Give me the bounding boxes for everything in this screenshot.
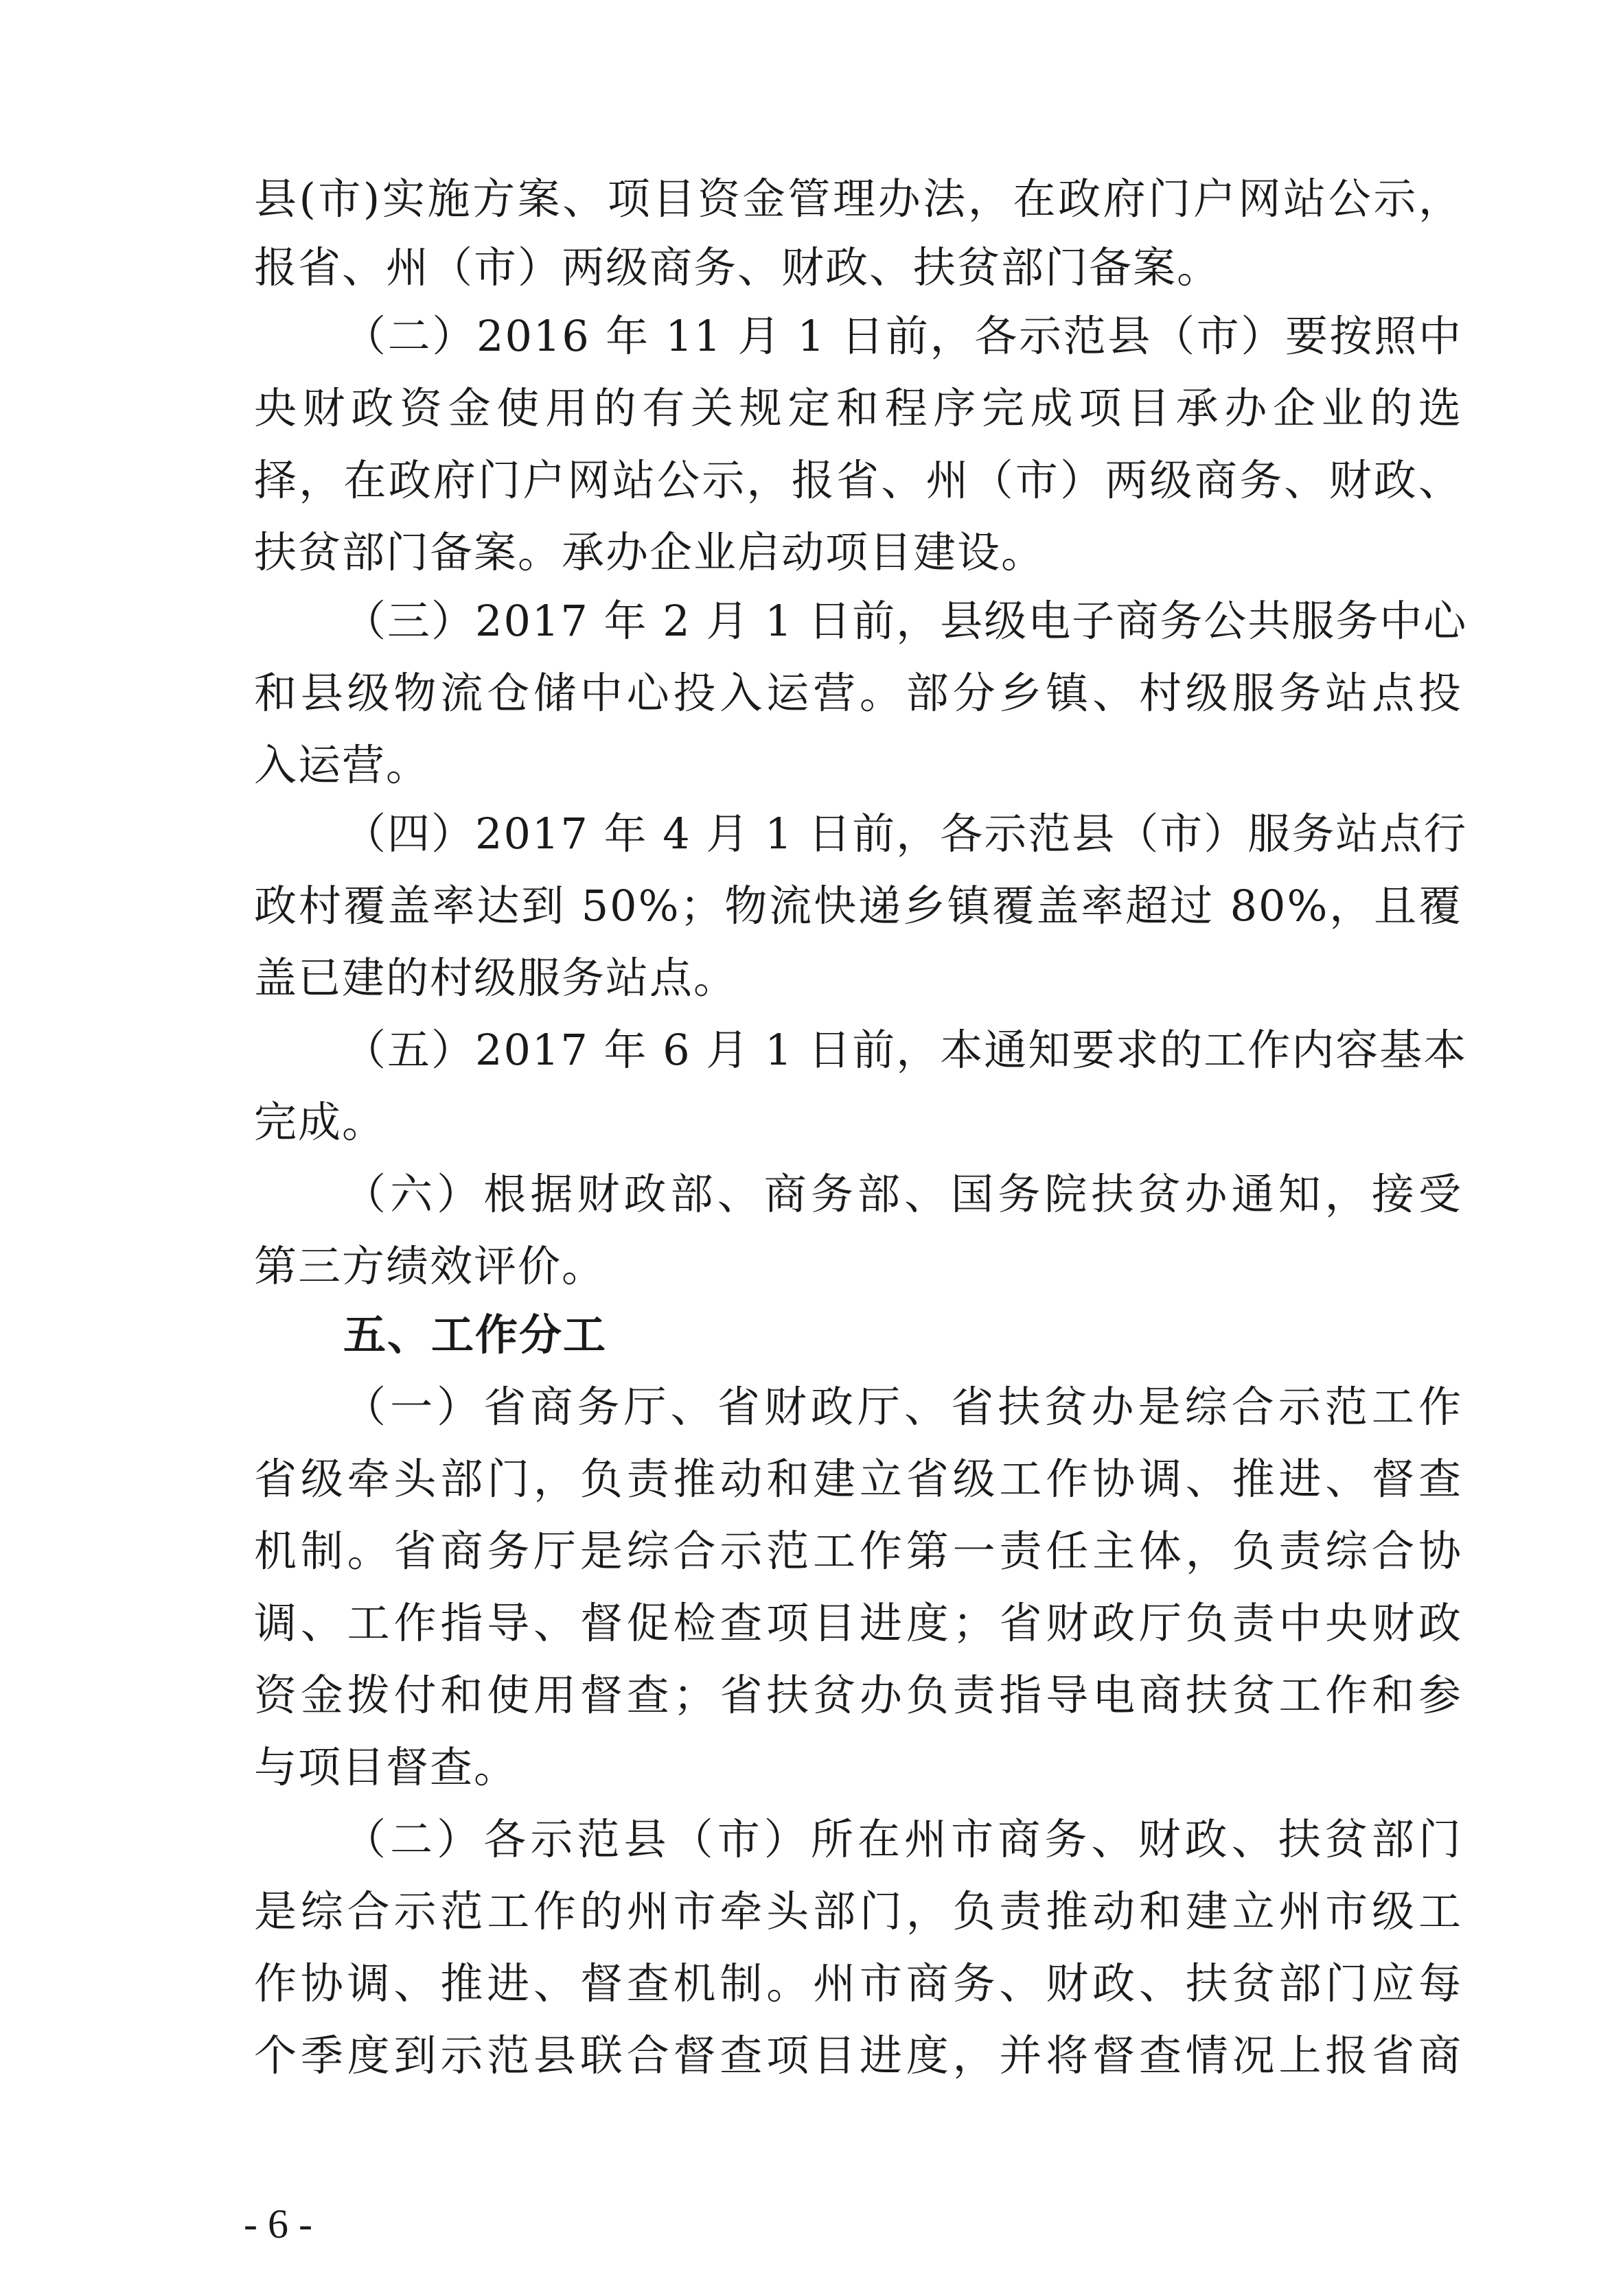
paragraph-line: 第三方绩效评价。 bbox=[254, 1241, 606, 1291]
paragraph-line: 盖已建的村级服务站点。 bbox=[254, 953, 738, 1003]
paragraph-line: 调、工作指导、督促检查项目进度；省财政厅负责中央财政 bbox=[254, 1598, 1462, 1648]
paragraph-line: 和县级物流仓储中心投入运营。部分乡镇、村级服务站点投 bbox=[254, 668, 1462, 718]
paragraph-line: （五）2017 年 6 月 1 日前，本通知要求的工作内容基本 bbox=[343, 1025, 1468, 1075]
paragraph-line: 报省、州（市）两级商务、财政、扶贫部门备案。 bbox=[254, 242, 1221, 292]
paragraph-line: 作协调、推进、督查机制。州市商务、财政、扶贫部门应每 bbox=[254, 1958, 1462, 2008]
paragraph-line: （二）2016 年 11 月 1 日前，各示范县（市）要按照中 bbox=[343, 311, 1462, 361]
paragraph-line: （一）省商务厅、省财政厅、省扶贫办是综合示范工作 bbox=[343, 1382, 1462, 1432]
paragraph-line: 个季度到示范县联合督查项目进度，并将督查情况上报省商 bbox=[254, 2030, 1462, 2080]
paragraph-line: 资金拨付和使用督查；省扶贫办负责指导电商扶贫工作和参 bbox=[254, 1670, 1462, 1720]
paragraph-line: （二）各示范县（市）所在州市商务、财政、扶贫部门 bbox=[343, 1814, 1462, 1864]
paragraph-line: 央财政资金使用的有关规定和程序完成项目承办企业的选 bbox=[254, 383, 1462, 433]
paragraph-line: （四）2017 年 4 月 1 日前，各示范县（市）服务站点行 bbox=[343, 809, 1468, 859]
paragraph-line: 政村覆盖率达到 50%；物流快递乡镇覆盖率超过 80%，且覆 bbox=[254, 881, 1462, 931]
paragraph-line: 县(市)实施方案、项目资金管理办法，在政府门户网站公示， bbox=[254, 174, 1462, 224]
page-number: - 6 - bbox=[244, 2201, 312, 2247]
paragraph-line: 机制。省商务厅是综合示范工作第一责任主体，负责综合协 bbox=[254, 1526, 1462, 1576]
paragraph-line: （三）2017 年 2 月 1 日前，县级电子商务公共服务中心 bbox=[343, 596, 1468, 646]
paragraph-line: 是综合示范工作的州市牵头部门，负责推动和建立州市级工 bbox=[254, 1886, 1462, 1936]
paragraph-line: 扶贫部门备案。承办企业启动项目建设。 bbox=[254, 527, 1046, 577]
paragraph-line: 与项目督查。 bbox=[254, 1742, 518, 1792]
paragraph-line: 择，在政府门户网站公示，报省、州（市）两级商务、财政、 bbox=[254, 455, 1462, 505]
paragraph-line: 入运营。 bbox=[254, 740, 430, 790]
section-heading: 五、工作分工 bbox=[343, 1310, 608, 1360]
paragraph-line: 省级牵头部门，负责推动和建立省级工作协调、推进、督查 bbox=[254, 1454, 1462, 1504]
paragraph-line: 完成。 bbox=[254, 1097, 387, 1147]
paragraph-line: （六）根据财政部、商务部、国务院扶贫办通知，接受 bbox=[343, 1169, 1462, 1219]
